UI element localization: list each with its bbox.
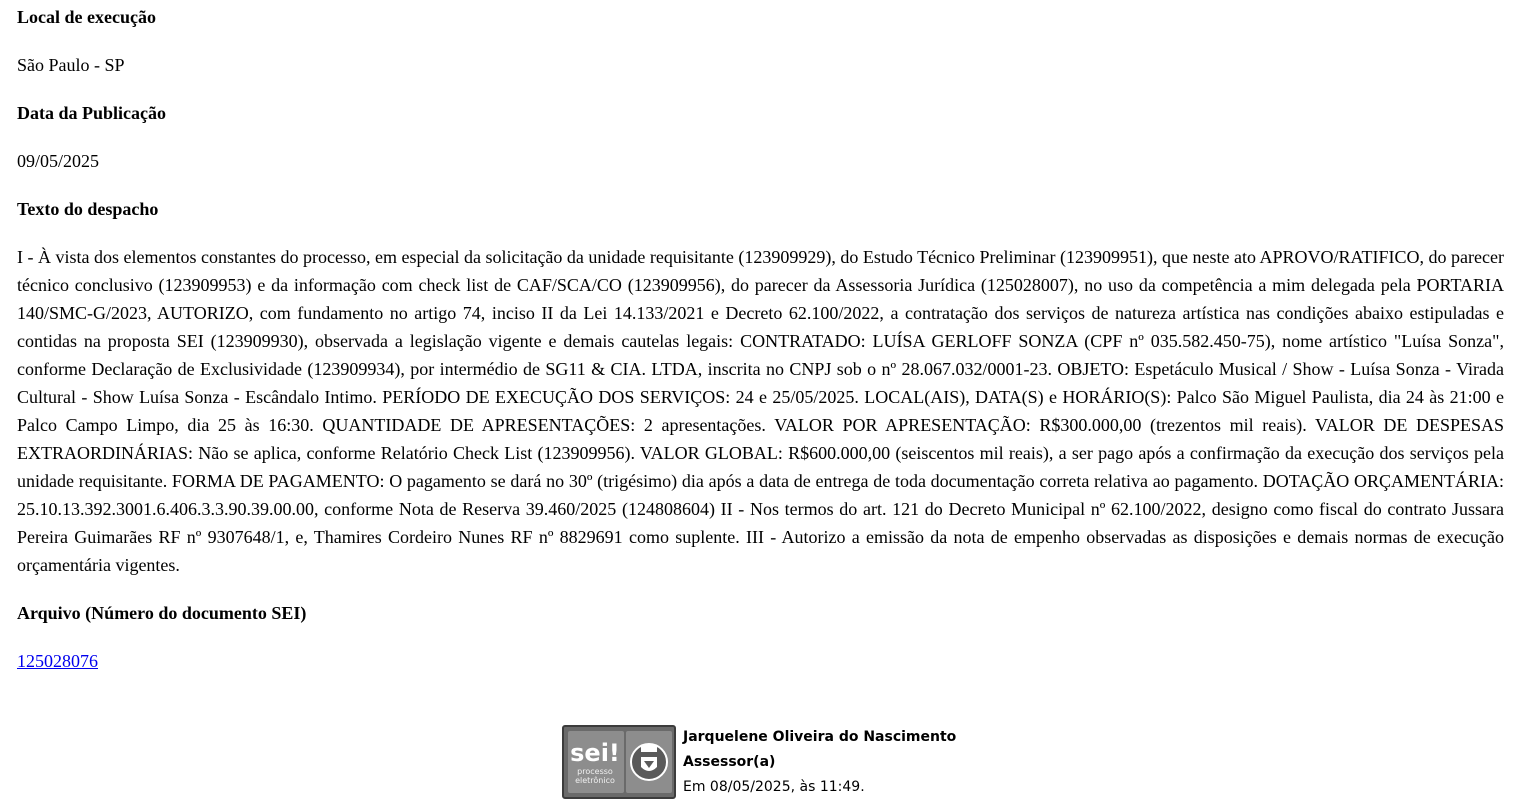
data-publicacao-label: Data da Publicação [17, 103, 167, 123]
signer-name: Jarquelene Oliveira do Nascimento [683, 729, 957, 745]
texto-despacho-body: I - À vista dos elementos constantes do processo, em especial da solicitação da unidade requisitante (123909929), do Estudo Técnico Preliminar (123909951), que neste ato APROVO/RATIFICO, do parecer técnico conclusivo (123909953) e da informação com check list de CAF/SCA/CO (123909956), do parecer da Assessoria Jurídica (125028007), no uso da competência a mim delegada pela PORTARIA 140/SMC-G/2023, AUTORIZO, com fundamento no artigo 74, inciso II da Lei 14.133/2021 e Decreto 62.100/2022, a contratação dos serviços de natureza artística nas condições abaixo estipuladas e contidas na proposta SEI (123909930), observada a legislação vigente e demais cautelas legais: CONTRATADO: LUÍSA GERLOFF SONZA (CPF nº 035.582.450-75), nome artístico "Luísa Sonza", conforme Declaração de Exclusividade (123909934), por intermédio de SG11 & CIA. LTDA, inscrita no CNPJ sob o nº 28.067.032/0001-23. OBJETO: Espetáculo Musical / Show - Luísa Sonza - Virada Cultural - Show Luísa Sonza - Escândalo Intimo. PERÍODO DE EXECUÇÃO DOS SERVIÇOS: 24 e 25/05/2025. LOCAL(AIS), DATA(S) e HORÁRIO(S): Palco São Miguel Paulista, dia 24 às 21:00 e Palco Campo Limpo, dia 25 às 16:30. QUANTIDADE DE APRESENTAÇÕES: 2 apresentações. VALOR POR APRESENTAÇÃO: R$300.000,00 (trezentos mil reais). VALOR DE DESPESAS EXTRAORDINÁRIAS: Não se aplica, conforme Relatório Check List (123909956). VALOR GLOBAL: R$600.000,00 (seiscentos mil reais), a ser pago após a confirmação da execução dos serviços pela unidade requisitante. FORMA DE PAGAMENTO: O pagamento se dará no 30º (trigésimo) dia após a data de entrega de toda documentação correta relativa ao pagamento. DOTAÇÃO ORÇAMENTÁRIA: 25.10.13.392.3001.6.406.3.3.90.39.00.00, conforme Nota de Reserva 39.460/2025 (124808604) II - Nos termos do art. 121 do Decreto Municipal nº 62.100/2022, designo como fiscal do contrato Jussara Pereira Guimarães RF nº 9307648/1, e, Thamires Cordeiro Nunes RF nº 8829691 como suplente. III - Autorizo a emissão da nota de empenho observadas as disposições e demais normas de execução orçamentária vigentes. [17, 247, 1504, 575]
arquivo-value [17, 647, 1504, 675]
data-publicacao-value: 09/05/2025 [17, 151, 100, 171]
document-content [17, 0, 1504, 675]
signer-role: Assessor(a) [683, 754, 776, 770]
signature-timestamp: Em 08/05/2025, às 11:49. [683, 779, 865, 795]
sei-document-link[interactable]: 125028076 [17, 651, 98, 671]
signature-details [683, 725, 956, 800]
arquivo-label: Arquivo (Número do documento SEI) [17, 603, 307, 623]
sei-seal-icon [562, 725, 676, 799]
local-execucao-label: Local de execução [17, 7, 156, 27]
svg-text:processo: processo [577, 767, 613, 776]
electronic-signature [562, 725, 956, 800]
local-execucao-value: São Paulo - SP [17, 55, 125, 75]
svg-text:eletrônico: eletrônico [575, 776, 615, 785]
coat-of-arms-icon [626, 731, 672, 793]
texto-despacho-label: Texto do despacho [17, 199, 159, 219]
svg-text:sei!: sei! [570, 739, 620, 767]
sei-logo-icon [568, 731, 624, 793]
